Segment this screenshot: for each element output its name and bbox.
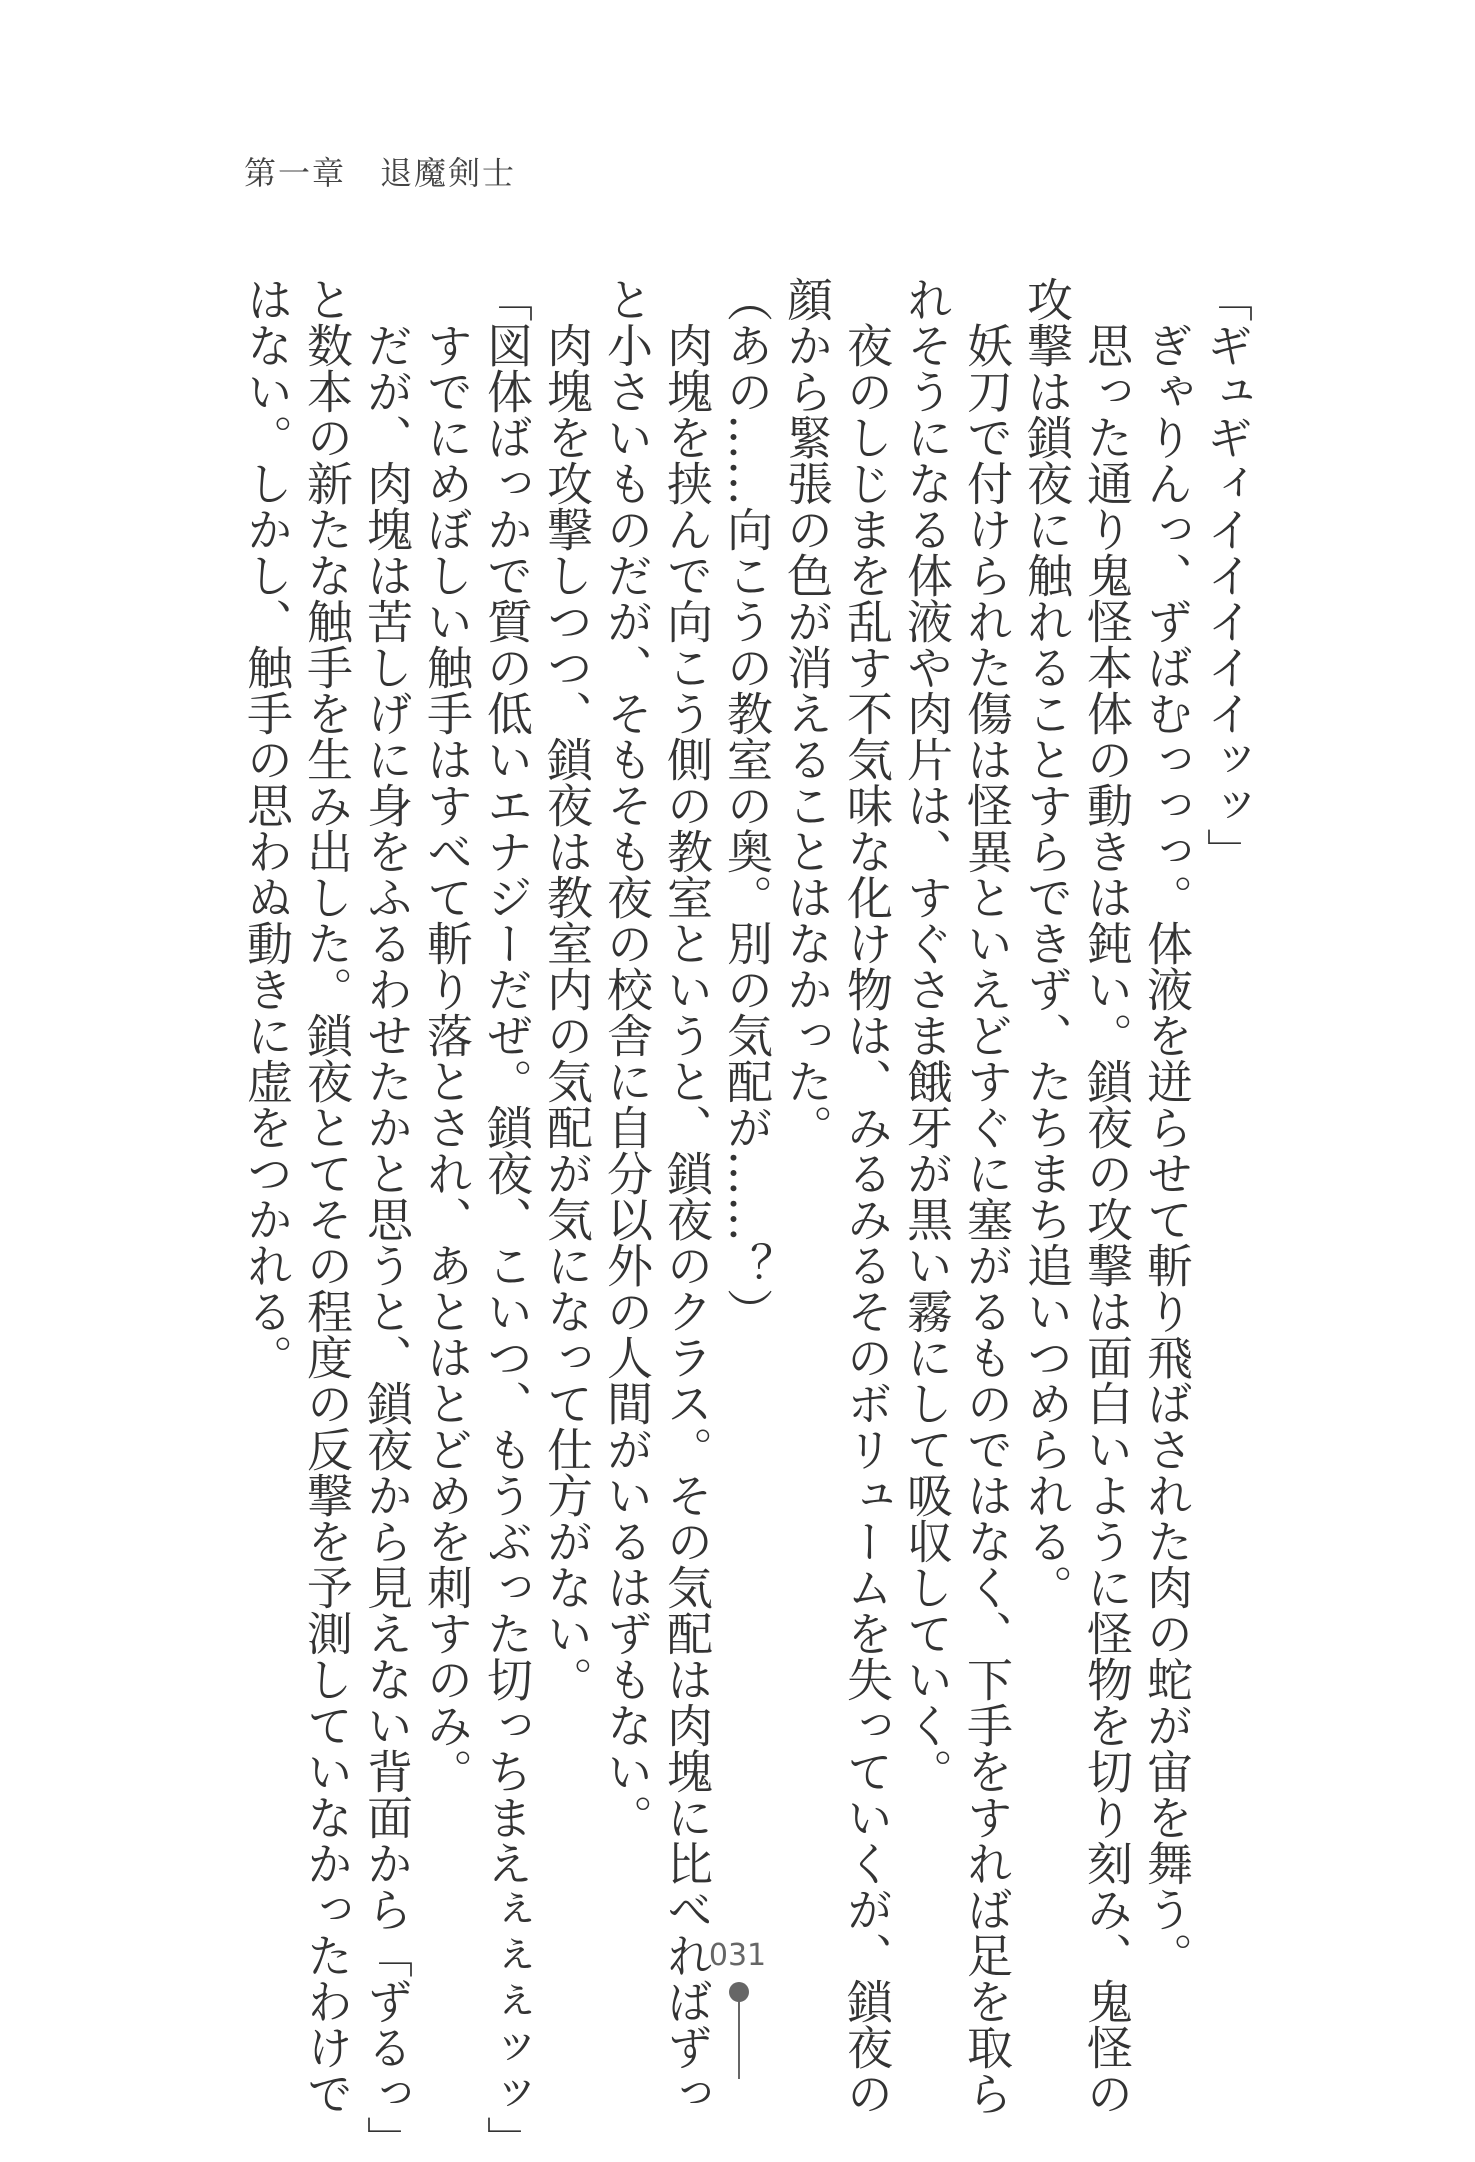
text-line: だが、肉塊は苦しげに身をふるわせたかと思うと、鎖夜から見えない背面から「ずるっ」 xyxy=(360,276,414,2162)
text-line: 攻撃は鎖夜に触れることすらできず、たちまち追いつめられる。 xyxy=(1020,276,1074,1610)
page-marker-line xyxy=(738,2000,740,2079)
text-line: すでにめぼしい触手はすべて斬り落とされ、あとはとどめを刺すのみ。 xyxy=(420,276,474,1794)
text-line: 妖刀で付けられた傷は怪異といえどすぐに塞がるものではなく、下手をすれば足を取ら xyxy=(960,276,1014,2116)
text-line: 思った通り鬼怪本体の動きは鈍い。鎖夜の攻撃は面白いように怪物を切り刻み、鬼怪の xyxy=(1080,276,1134,2116)
text-line: 「図体ばっかで質の低いエナジーだぜ。鎖夜、こいつ、もうぶった切っちまえぇぇぇッッ」 xyxy=(480,276,534,2162)
text-line: れそうになる体液や肉片は、すぐさま餓牙が黒い霧にして吸収していく。 xyxy=(900,276,954,1794)
text-line: 肉塊を攻撃しつつ、鎖夜は教室内の気配が気になって仕方がない。 xyxy=(540,276,594,1702)
text-line: はない。しかし、触手の思わぬ動きに虚をつかれる。 xyxy=(240,276,294,1380)
page-number: 031 xyxy=(708,1938,767,1973)
text-line: 肉塊を挟んで向こう側の教室というと、鎖夜のクラス。その気配は肉塊に比べればずっ xyxy=(660,276,714,2116)
text-line: 顔から緊張の色が消えることはなかった。 xyxy=(780,276,834,1150)
chapter-title: 第一章 退魔剣士 xyxy=(244,154,517,192)
page-marker-dot xyxy=(729,1982,749,2002)
text-line: （あの……向こうの教室の奥。別の気配が……？） xyxy=(720,276,774,1334)
text-line: 「ギュギィイイイイイッッ」 xyxy=(1200,276,1254,874)
text-line: と数本の新たな触手を生み出した。鎖夜とてその程度の反撃を予測していなかったわけで xyxy=(300,276,354,2116)
text-line: と小さいものだが、そもそも夜の校舎に自分以外の人間がいるはずもない。 xyxy=(600,276,654,1840)
text-line: ぎゃりんっ、ずばむっっっ。体液を迸らせて斬り飛ばされた肉の蛇が宙を舞う。 xyxy=(1140,276,1194,1978)
text-line: 夜のしじまを乱す不気味な化け物は、みるみるそのボリュームを失っていくが、鎖夜の xyxy=(840,276,894,2116)
